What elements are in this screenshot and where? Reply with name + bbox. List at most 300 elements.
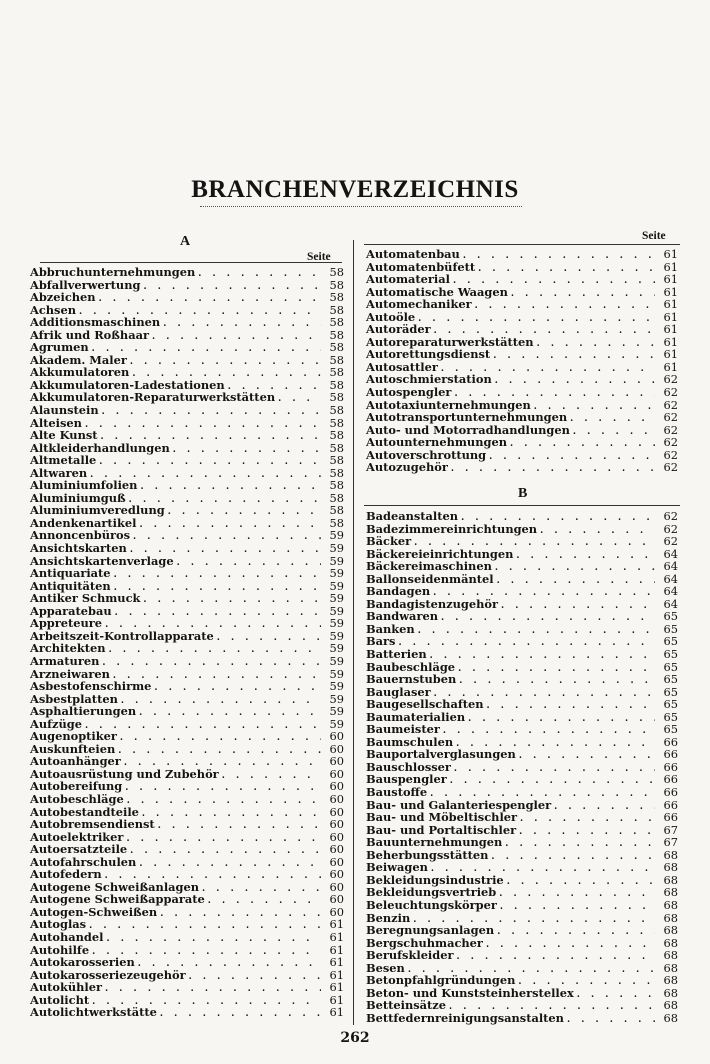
entry-name: Abbruchunternehmungen (30, 265, 196, 279)
entry-name: Bauglaser (366, 684, 431, 699)
entry-name: Agrumen (30, 340, 89, 355)
entry-page: 59 (329, 653, 344, 668)
dot-leader (143, 281, 321, 294)
dot-leader (177, 557, 321, 570)
dot-leader (456, 951, 655, 964)
entry-page: 68 (663, 960, 678, 975)
entry-name: Bandwaren (366, 609, 438, 624)
entry-name: Beregnungsanlagen (366, 923, 495, 938)
dot-leader (489, 451, 655, 464)
entry-name: Automatische Waagen (366, 284, 508, 299)
dot-leader (222, 770, 321, 783)
entry-name: Bars (366, 634, 396, 649)
entry-page: 68 (663, 1010, 678, 1025)
entry-name: Armaturen (30, 653, 100, 668)
dot-leader (459, 675, 655, 688)
dot-leader (173, 444, 321, 457)
title-underline (200, 206, 522, 207)
entry-name: Antiquitäten (30, 578, 111, 593)
left-column (30, 266, 344, 1019)
entry-name: Baubeschläge (366, 659, 456, 674)
entry-name: Autoöle (366, 309, 416, 324)
dot-leader (130, 356, 321, 369)
dot-leader (468, 713, 655, 726)
entry-name: Berufskleider (366, 948, 454, 963)
dot-leader (577, 989, 655, 1002)
entry-name: Altkleiderhandlungen (30, 440, 170, 455)
entry-page: 58 (329, 327, 344, 342)
entry-name: Bäcker (366, 534, 412, 549)
entry-page: 66 (663, 734, 678, 749)
entry-page: 62 (663, 397, 678, 412)
dot-leader (198, 268, 321, 281)
entry-page: 59 (329, 641, 344, 656)
entry-page: 64 (663, 584, 678, 599)
entry-page: 61 (663, 259, 678, 274)
entry-page: 60 (329, 791, 344, 806)
right-column-a (366, 248, 678, 474)
entry-name: Baumaterialien (366, 709, 466, 724)
entry-name: Autospengler (366, 385, 452, 400)
dot-leader (99, 456, 321, 469)
entry-name: Autogene Schweißapparate (30, 892, 205, 907)
index-entry (30, 655, 344, 668)
section-b-rule (364, 505, 680, 506)
entry-page: 68 (663, 897, 678, 912)
dot-leader (505, 838, 655, 851)
entry-name: Akkumulatoren-Ladestationen (30, 377, 225, 392)
index-entry (366, 248, 678, 261)
entry-page: 58 (329, 428, 344, 443)
dot-leader (158, 820, 321, 833)
entry-page: 60 (329, 842, 344, 857)
entry-name: Beleuchtungskörper (366, 897, 497, 912)
index-entry (366, 861, 678, 874)
entry-name: Bauspengler (366, 772, 447, 787)
entry-page: 61 (663, 322, 678, 337)
index-entry (366, 560, 678, 573)
entry-page: 61 (663, 272, 678, 287)
entry-name: Betonpfahlgründungen (366, 973, 516, 988)
dot-leader (160, 1008, 321, 1021)
entry-name: Autokarosserien (30, 955, 135, 970)
left-header-rule (40, 262, 342, 263)
entry-page: 58 (329, 315, 344, 330)
entry-name: Automaterial (366, 272, 450, 287)
entry-page: 60 (329, 829, 344, 844)
entry-name: Alte Kunst (30, 428, 98, 443)
right-header-rule (364, 244, 680, 245)
entry-name: Bandagistenzugehör (366, 596, 498, 611)
entry-page: 62 (663, 521, 678, 536)
dot-leader (105, 983, 321, 996)
index-entry (30, 316, 344, 329)
dot-leader (152, 331, 321, 344)
entry-page: 58 (329, 478, 344, 493)
entry-name: Autounternehmungen (366, 435, 507, 450)
index-entry (366, 535, 678, 548)
right-column-b (366, 510, 678, 1024)
entry-page: 62 (663, 447, 678, 462)
entry-page: 65 (663, 609, 678, 624)
dot-leader (418, 625, 655, 638)
dot-leader (554, 801, 655, 814)
entry-name: Antiker Schmuck (30, 591, 141, 606)
dot-leader (540, 525, 655, 538)
entry-page: 68 (663, 872, 678, 887)
page-number: 262 (340, 1030, 370, 1046)
entry-name: Alaunstein (30, 403, 99, 418)
entry-name: Autoverschrottung (366, 447, 487, 462)
index-entry (30, 843, 344, 856)
index-entry (30, 592, 344, 605)
entry-name: Akkumulatoren-Reparaturwerkstätten (30, 390, 276, 405)
index-entry (30, 793, 344, 806)
dot-leader (499, 888, 655, 901)
index-entry (366, 974, 678, 987)
entry-page: 61 (663, 359, 678, 374)
dot-leader (519, 826, 655, 839)
entry-name: Autoschmierstation (366, 372, 492, 387)
index-entry (366, 811, 678, 824)
entry-page: 61 (329, 1005, 344, 1020)
entry-page: 68 (663, 910, 678, 925)
entry-page: 60 (329, 904, 344, 919)
entry-name: Baumschulen (366, 734, 454, 749)
entry-name: Autofahrschulen (30, 854, 137, 869)
entry-page: 68 (663, 847, 678, 862)
entry-page: 59 (329, 691, 344, 706)
index-entry (366, 698, 678, 711)
dot-leader (441, 612, 655, 625)
entry-name: Bauschlosser (366, 759, 451, 774)
entry-page: 60 (329, 892, 344, 907)
entry-page: 68 (663, 935, 678, 950)
dot-leader (217, 632, 321, 645)
entry-page: 58 (329, 302, 344, 317)
index-entry (30, 617, 344, 630)
index-entry (366, 836, 678, 849)
dot-leader (114, 569, 321, 582)
entry-page: 61 (329, 967, 344, 982)
entry-page: 59 (329, 566, 344, 581)
entry-page: 66 (663, 759, 678, 774)
entry-page: 66 (663, 785, 678, 800)
entry-page: 59 (329, 716, 344, 731)
entry-page: 61 (329, 955, 344, 970)
entry-name: Banken (366, 621, 415, 636)
entry-page: 62 (663, 435, 678, 450)
entry-name: Betteinsätze (366, 998, 447, 1013)
entry-page: 62 (663, 410, 678, 425)
entry-name: Auto- und Motorradhandlungen (366, 422, 570, 437)
entry-name: Bergschuhmacher (366, 935, 483, 950)
entry-page: 58 (329, 515, 344, 530)
dot-leader (109, 644, 321, 657)
entry-name: Asbestplatten (30, 691, 118, 706)
dot-leader (495, 562, 655, 575)
entry-page: 65 (663, 647, 678, 662)
entry-name: Badezimmereinrichtungen (366, 521, 538, 536)
entry-page: 61 (663, 247, 678, 261)
entry-page: 58 (329, 440, 344, 455)
index-entry (366, 623, 678, 636)
entry-page: 59 (329, 603, 344, 618)
index-entry (30, 730, 344, 743)
entry-page: 58 (329, 277, 344, 292)
dot-leader (567, 1014, 655, 1027)
entry-name: Autogene Schweißanlagen (30, 879, 200, 894)
entry-page: 60 (329, 867, 344, 882)
entry-name: Autobestandteile (30, 804, 139, 819)
entry-page: 66 (663, 797, 678, 812)
index-entry (30, 931, 344, 944)
dot-leader (142, 808, 321, 821)
entry-name: Autohilfe (30, 942, 90, 957)
entry-page: 61 (663, 284, 678, 299)
index-entry (366, 648, 678, 661)
dot-leader (487, 700, 655, 713)
dot-leader (139, 707, 321, 720)
index-entry (366, 924, 678, 937)
dot-leader (478, 263, 655, 276)
entry-page: 59 (329, 578, 344, 593)
entry-page: 60 (329, 729, 344, 744)
entry-name: Autogen-Schweißen (30, 904, 158, 919)
entry-page: 58 (329, 377, 344, 392)
entry-name: Bäckereimaschinen (366, 559, 492, 574)
index-entry (30, 567, 344, 580)
entry-name: Autohandel (30, 929, 104, 944)
entry-name: Aluminiumguß (30, 490, 126, 505)
dot-leader (497, 575, 655, 588)
entry-name: Appreteure (30, 616, 103, 631)
entry-page: 61 (663, 297, 678, 312)
entry-page: 60 (329, 817, 344, 832)
entry-page: 60 (329, 854, 344, 869)
entry-name: Auskunfteien (30, 741, 116, 756)
index-entry (30, 868, 344, 881)
entry-page: 61 (663, 347, 678, 362)
index-entry (366, 523, 678, 536)
entry-page: 61 (329, 929, 344, 944)
entry-name: Beiwagen (366, 860, 428, 875)
entry-page: 66 (663, 810, 678, 825)
dot-leader (121, 695, 321, 708)
entry-name: Autorettungsdienst (366, 347, 491, 362)
entry-name: Architekten (30, 641, 106, 656)
entry-page: 65 (663, 634, 678, 649)
entry-name: Autobereifung (30, 779, 123, 794)
dot-leader (127, 795, 321, 808)
entry-page: 60 (329, 779, 344, 794)
dot-leader (451, 463, 655, 476)
entry-page: 58 (329, 415, 344, 430)
dot-leader (102, 406, 321, 419)
entry-name: Bekleidungsindustrie (366, 872, 504, 887)
entry-page: 61 (329, 980, 344, 995)
entry-page: 61 (329, 992, 344, 1007)
dot-leader (139, 858, 321, 871)
entry-page: 64 (663, 546, 678, 561)
entry-name: Ballonseidenmäntel (366, 571, 494, 586)
entry-page: 60 (329, 741, 344, 756)
entry-page: 68 (663, 998, 678, 1013)
entry-name: Autolicht (30, 992, 90, 1007)
entry-page: 60 (329, 766, 344, 781)
entry-name: Additionsmaschinen (30, 315, 161, 330)
entry-name: Beton- und Kunststeinherstellex (366, 985, 574, 1000)
dot-leader (102, 657, 321, 670)
entry-name: Bauernstuben (366, 672, 457, 687)
entry-name: Benzin (366, 910, 411, 925)
seite-header-left: Seite (307, 251, 331, 263)
entry-page: 61 (329, 917, 344, 932)
dot-leader (443, 725, 655, 738)
dot-leader (143, 594, 321, 607)
dot-leader (507, 876, 655, 889)
dot-leader (85, 720, 321, 733)
dot-leader (189, 971, 321, 984)
dot-leader (89, 920, 321, 933)
entry-name: Afrik und Roßhaar (30, 327, 149, 342)
dot-leader (208, 895, 321, 908)
index-entry (30, 341, 344, 354)
entry-page: 58 (329, 352, 344, 367)
dot-leader (278, 393, 321, 406)
dot-leader (418, 313, 655, 326)
dot-leader (99, 293, 321, 306)
dot-leader (125, 782, 321, 795)
entry-page: 62 (663, 385, 678, 400)
entry-name: Automatenbüfett (366, 259, 476, 274)
index-entry (30, 429, 344, 442)
index-entry (366, 723, 678, 736)
dot-leader (133, 531, 321, 544)
entry-page: 58 (329, 265, 344, 279)
entry-name: Alteisen (30, 415, 82, 430)
dot-leader (475, 300, 655, 313)
column-divider (353, 240, 354, 1025)
entry-name: Autolichtwerkstätte (30, 1005, 157, 1020)
entry-name: Bauportalverglasungen (366, 747, 516, 762)
index-entry (366, 298, 678, 311)
entry-name: Antiquariate (30, 566, 111, 581)
dot-leader (168, 506, 321, 519)
entry-name: Annoncenbüros (30, 528, 131, 543)
dot-leader (120, 732, 321, 745)
entry-page: 65 (663, 672, 678, 687)
entry-page: 59 (329, 528, 344, 543)
dot-leader (510, 438, 655, 451)
entry-name: Autoreparaturwerkstätten (366, 334, 534, 349)
entry-page: 68 (663, 985, 678, 1000)
dot-leader (160, 908, 321, 921)
entry-name: Baustoffe (366, 785, 428, 800)
entry-page: 60 (329, 754, 344, 769)
entry-page: 62 (663, 372, 678, 387)
index-entry (366, 273, 678, 286)
index-entry (30, 755, 344, 768)
entry-name: Autobeschläge (30, 791, 124, 806)
entry-name: Bauunternehmungen (366, 835, 503, 850)
entry-name: Autosattler (366, 359, 438, 374)
index-entry (30, 818, 344, 831)
entry-name: Autozugehör (366, 460, 448, 475)
entry-page: 59 (329, 616, 344, 631)
entry-name: Baumeister (366, 722, 440, 737)
dot-leader (114, 582, 321, 595)
entry-page: 58 (329, 503, 344, 518)
entry-page: 65 (663, 621, 678, 636)
index-entry (30, 705, 344, 718)
entry-name: Autoelektriker (30, 829, 124, 844)
index-entry (30, 1006, 344, 1019)
index-entry (366, 585, 678, 598)
entry-name: Abzeichen (30, 290, 96, 305)
entry-page: 68 (663, 860, 678, 875)
dot-leader (163, 318, 321, 331)
index-entry (366, 899, 678, 912)
entry-page: 64 (663, 596, 678, 611)
dot-leader (450, 775, 655, 788)
entry-name: Bettfedernreinigungsanstalten (366, 1010, 564, 1025)
dot-leader (126, 833, 321, 846)
index-entry (366, 323, 678, 336)
entry-page: 64 (663, 571, 678, 586)
entry-page: 65 (663, 722, 678, 737)
index-entry (30, 956, 344, 969)
entry-page: 62 (663, 460, 678, 475)
dot-leader (537, 338, 655, 351)
entry-name: Andenkenartikel (30, 515, 137, 530)
entry-page: 62 (663, 534, 678, 549)
entry-name: Autoglas (30, 917, 87, 932)
entry-page: 62 (663, 422, 678, 437)
page-title: BRANCHENVERZEICHNIS (191, 176, 519, 203)
index-entry (30, 893, 344, 906)
entry-name: Autotaxiunternehmungen (366, 397, 531, 412)
dot-leader (115, 607, 321, 620)
entry-name: Abfallverwertung (30, 277, 141, 292)
dot-leader (500, 901, 655, 914)
entry-page: 60 (329, 804, 344, 819)
dot-leader (140, 481, 321, 494)
section-letter-a: A (180, 234, 191, 249)
index-entry (30, 981, 344, 994)
index-entry (366, 386, 678, 399)
entry-name: Autobremsendienst (30, 817, 155, 832)
dot-leader (154, 682, 321, 695)
index-entry (366, 461, 678, 474)
dot-leader (516, 550, 655, 563)
entry-name: Autotransportunternehmungen (366, 410, 568, 425)
entry-name: Apparatebau (30, 603, 112, 618)
entry-name: Beherbungsstätten (366, 847, 489, 862)
entry-page: 59 (329, 704, 344, 719)
entry-page: 59 (329, 541, 344, 556)
dot-leader (139, 519, 321, 532)
dot-leader (130, 845, 321, 858)
entry-name: Ansichtskarten (30, 541, 127, 556)
dot-leader (493, 350, 655, 363)
entry-page: 60 (329, 879, 344, 894)
dot-leader (85, 419, 321, 432)
entry-page: 68 (663, 885, 678, 900)
dot-leader (458, 663, 655, 676)
section-letter-b: B (518, 486, 528, 501)
dot-leader (519, 750, 655, 763)
